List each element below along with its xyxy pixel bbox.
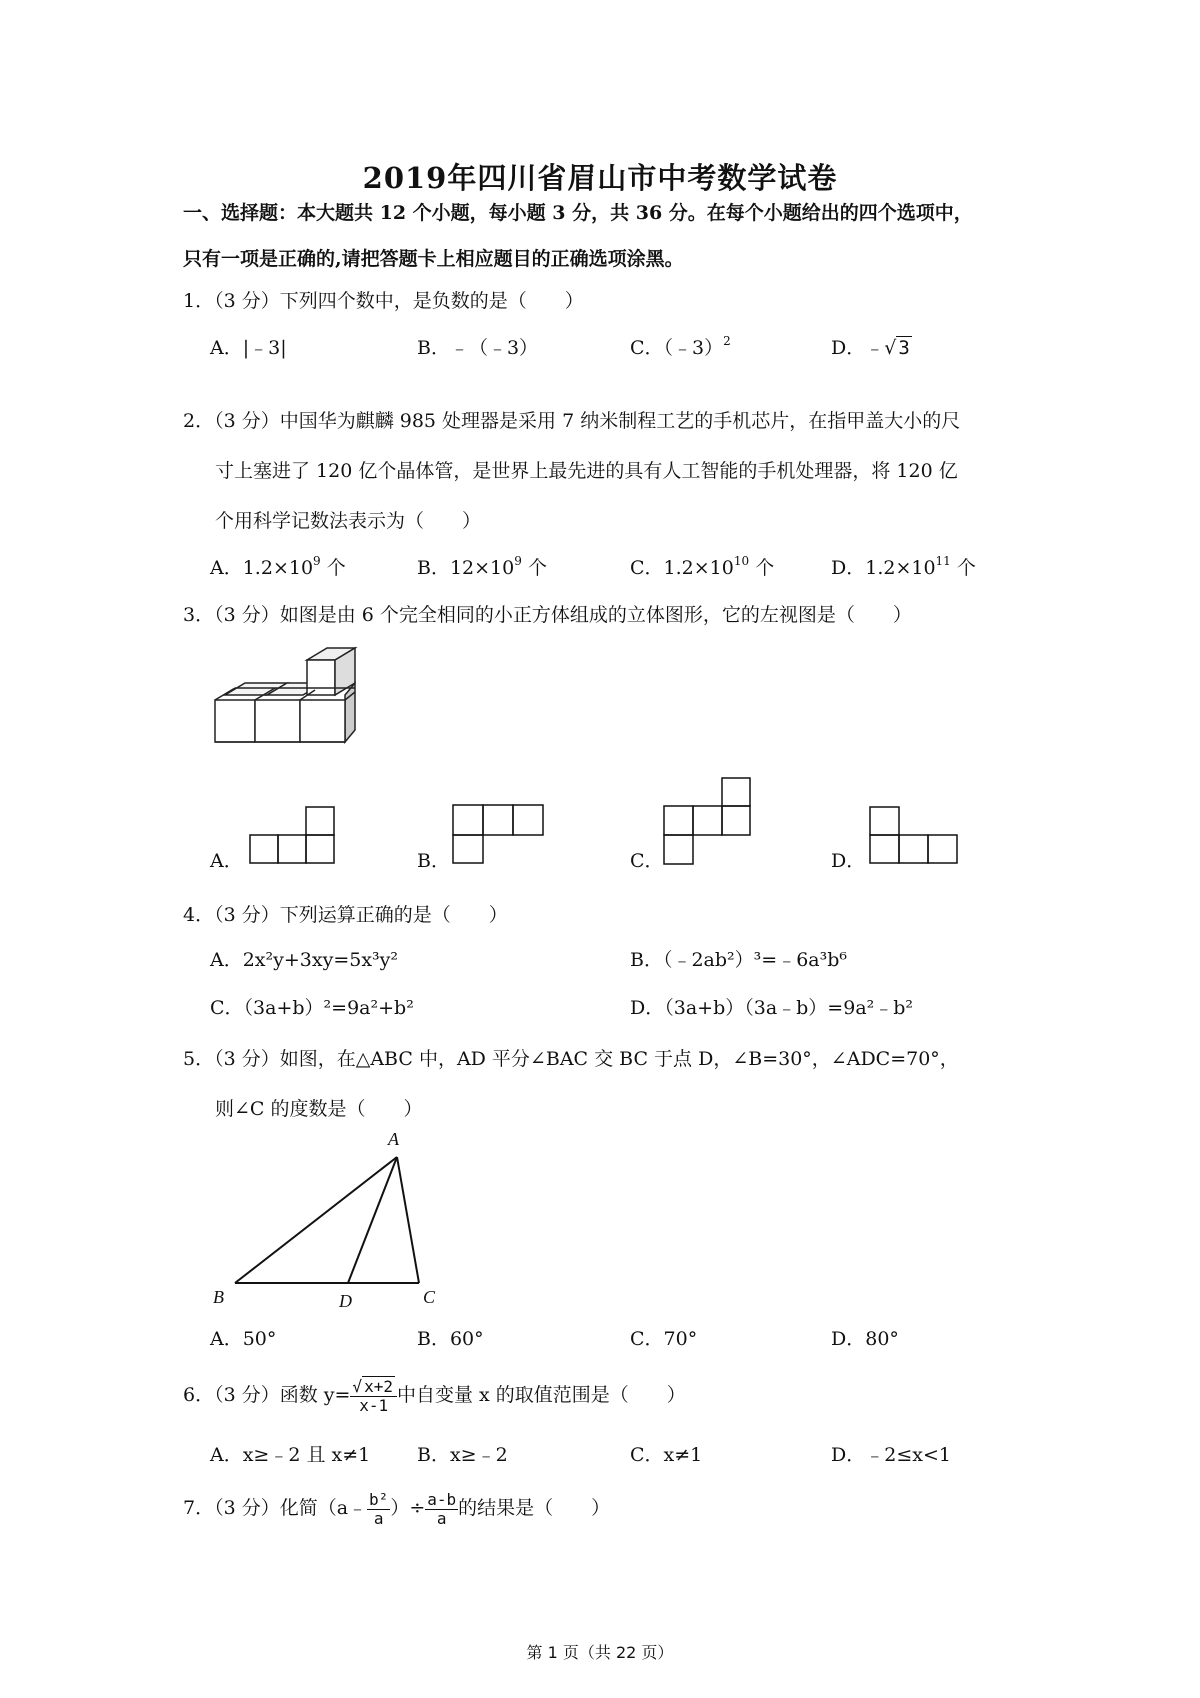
q3-option-a-figure <box>248 803 338 865</box>
q6-fraction: $\frac{√ x+2}{x-1}$ <box>350 1378 397 1415</box>
q3-option-d: D． <box>831 850 866 872</box>
page-footer: 第 1 页（共 22 页） <box>526 1643 674 1662</box>
q6-option-d: D．﹣2≤x<1 <box>831 1444 951 1466</box>
q4-option-b: B．（﹣2ab²）³=﹣6a³b⁶ <box>630 949 848 971</box>
q2-option-d: D．$1.2\times 10^{11}$ 个 <box>831 554 976 579</box>
page-title: 2019年四川省眉山市中考数学试卷 <box>362 161 838 195</box>
q7-stem: 7．（3 分）化简（a﹣ $\frac{\text{b²}}{a}$ ）÷ $\frac{a-b}{a}$ 的结果是（ ） <box>183 1489 611 1528</box>
q3-stem: 3．（3 分）如图是由 6 个完全相同的小正方体组成的立体图形，它的左视图是（ ） <box>183 604 912 626</box>
q3-option-b: B． <box>417 850 450 872</box>
q1-option-b: B．﹣（﹣3） <box>417 337 539 359</box>
q5-option-a: A．50° <box>210 1328 277 1350</box>
q4-stem: 4．（3 分）下列运算正确的是（ ） <box>183 904 508 926</box>
q3-option-a: A． <box>210 850 243 872</box>
q2-line1: 2．（3 分）中国华为麒麟 985 处理器是采用 7 纳米制程工艺的手机芯片，在指甲盖大小的尺 <box>183 410 961 432</box>
q5-label-b: B <box>213 1287 224 1307</box>
q6-option-b: B．x≥﹣2 <box>417 1444 508 1466</box>
q2-option-c: C．$1.2\times 10^{10}$ 个 <box>630 554 775 579</box>
q2-line3: 个用科学记数法表示为（ ） <box>215 510 482 532</box>
q4-option-a: A．2x²y+3xy=5x³y² <box>210 949 399 971</box>
section-heading-line1: 一、选择题：本大题共 12 个小题，每小题 3 分，共 36 分。在每个小题给出的四个选项中， <box>183 202 973 224</box>
q6-option-c: C．x≠1 <box>630 1444 703 1466</box>
q5-option-b: B．60° <box>417 1328 484 1350</box>
q1-option-c: C．（﹣3）$^2$ <box>630 334 731 359</box>
q6-stem: 6．（3 分）函数 y= $\frac{√ x+2}{x-1}$ 中自变量 x 的取值范围是（ ） <box>183 1376 686 1415</box>
q3-option-c-figure <box>662 776 754 868</box>
q1-option-d: D．﹣√ 3 <box>831 337 910 359</box>
q5-option-c: C．70° <box>630 1328 698 1350</box>
q1-stem: 1．（3 分）下列四个数中，是负数的是（ ） <box>183 290 584 312</box>
q2-option-b: B．$12\times 10^9$ 个 <box>417 554 547 579</box>
q7-fraction-1: $\frac{\text{b²}}{a}$ <box>369 1489 389 1528</box>
q3-option-b-figure <box>451 803 547 865</box>
q4-option-c: C．（3a+b）²=9a²+b² <box>210 997 414 1019</box>
q2-line2: 寸上塞进了 120 亿个晶体管，是世界上最先进的具有人工智能的手机处理器，将 120 亿 <box>215 460 958 482</box>
q5-line2: 则∠C 的度数是（ ） <box>215 1098 423 1120</box>
q5-line1: 5．（3 分）如图，在△ABC 中，AD 平分∠BAC 交 BC 于点 D，∠B=30°，∠ADC=70°， <box>183 1048 959 1070</box>
q3-option-c: C． <box>630 850 664 872</box>
q5-label-d: D <box>339 1291 352 1311</box>
q3-cube-figure <box>205 640 365 755</box>
q6-option-a: A．x≥﹣2 且 x≠1 <box>210 1444 371 1466</box>
q5-label-a: A <box>388 1129 399 1149</box>
section-heading-line2: 只有一项是正确的,请把答题卡上相应题目的正确选项涂黑。 <box>183 248 684 270</box>
q3-option-d-figure <box>868 803 960 865</box>
q7-fraction-2: $\frac{a-b}{a}$ <box>427 1489 457 1528</box>
q5-option-d: D．80° <box>831 1328 899 1350</box>
q2-option-a: A．$1.2\times 10^9$ 个 <box>210 554 346 579</box>
q1-option-a: A．|﹣3| <box>210 337 287 359</box>
q5-triangle-figure <box>205 1125 455 1310</box>
q5-label-c: C <box>423 1287 436 1307</box>
q4-option-d: D．（3a+b）（3a﹣b）=9a²﹣b² <box>630 997 914 1019</box>
